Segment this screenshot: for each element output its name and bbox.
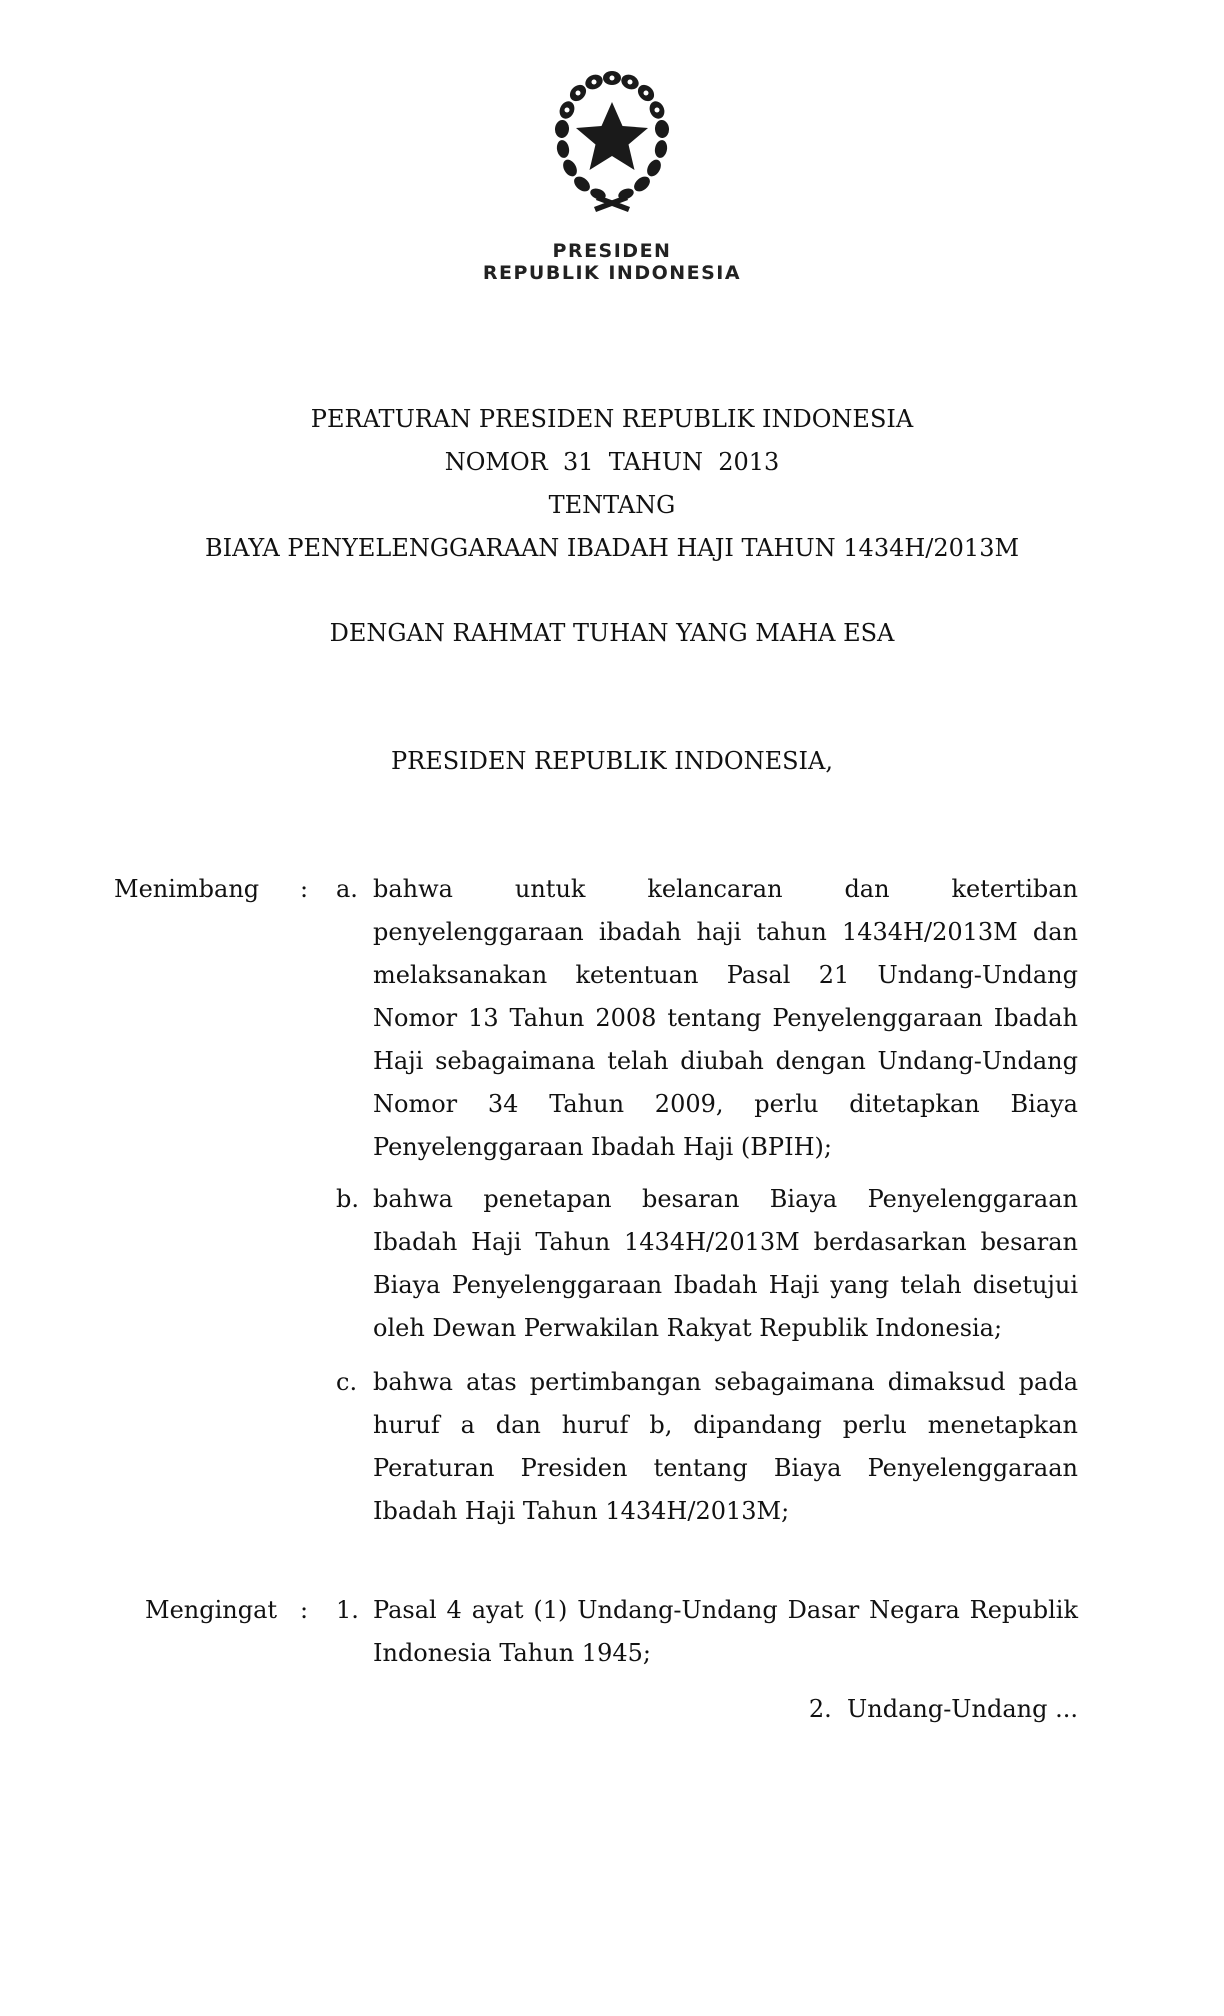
menimbang-colon: :	[300, 875, 309, 903]
menimbang-label: Menimbang	[114, 875, 260, 903]
garuda-star-wreath-emblem-icon	[512, 66, 712, 224]
menimbang-item-a-marker: a.	[336, 875, 358, 903]
catchword: 2. Undang-Undang ...	[808, 1695, 1078, 1723]
mengingat-colon: :	[300, 1596, 309, 1624]
title-line-1: PERATURAN PRESIDEN REPUBLIK INDONESIA	[310, 405, 914, 433]
mengingat-item-1-marker: 1.	[336, 1596, 359, 1624]
menimbang-item-c: bahwa atas pertimbangan sebagaimana dimaksud pada huruf a dan huruf b, dipandang perlu menetapkan Peraturan Presiden tentang Biaya Penyelenggaraan Ibadah Haji Tahun 1434H/2013M;	[373, 1368, 1078, 1525]
title-line-2: NOMOR 31 TAHUN 2013	[444, 448, 780, 476]
letterhead-line-1: PRESIDEN	[552, 240, 672, 262]
menimbang-item-b-marker: b.	[336, 1185, 359, 1213]
menimbang-item-b: bahwa penetapan besaran Biaya Penyelenggaraan Ibadah Haji Tahun 1434H/2013M berdasarkan besaran Biaya Penyelenggaraan Ibadah Haji yang telah disetujui oleh Dewan Perwakilan Rakyat Republik Indonesia;	[373, 1185, 1078, 1342]
document-title	[0, 398, 1224, 570]
invocation: DENGAN RAHMAT TUHAN YANG MAHA ESA	[329, 619, 895, 647]
title-line-4: BIAYA PENYELENGGARAAN IBADAH HAJI TAHUN 1434H/2013M	[204, 534, 1020, 562]
letterhead-line-2: REPUBLIK INDONESIA	[482, 262, 742, 284]
menimbang-item-a: bahwa untuk kelancaran dan ketertiban penyelenggaraan ibadah haji tahun 1434H/2013M dan melaksanakan ketentuan Pasal 21 Undang-Undang Nomor 13 Tahun 2008 tentang Penyelenggaraan Ibadah Haji sebagaimana telah diubah dengan Undang-Undang Nomor 34 Tahun 2009, perlu ditetapkan Biaya Penyelenggaraan Ibadah Haji (BPIH);	[373, 875, 1078, 1161]
menimbang-item-c-marker: c.	[336, 1368, 358, 1396]
title-line-3: TENTANG	[548, 491, 676, 519]
mengingat-label: Mengingat	[145, 1596, 278, 1624]
mengingat-item-1: Pasal 4 ayat (1) Undang-Undang Dasar Negara Republik Indonesia Tahun 1945;	[373, 1596, 1078, 1667]
authority-line: PRESIDEN REPUBLIK INDONESIA,	[390, 747, 833, 775]
